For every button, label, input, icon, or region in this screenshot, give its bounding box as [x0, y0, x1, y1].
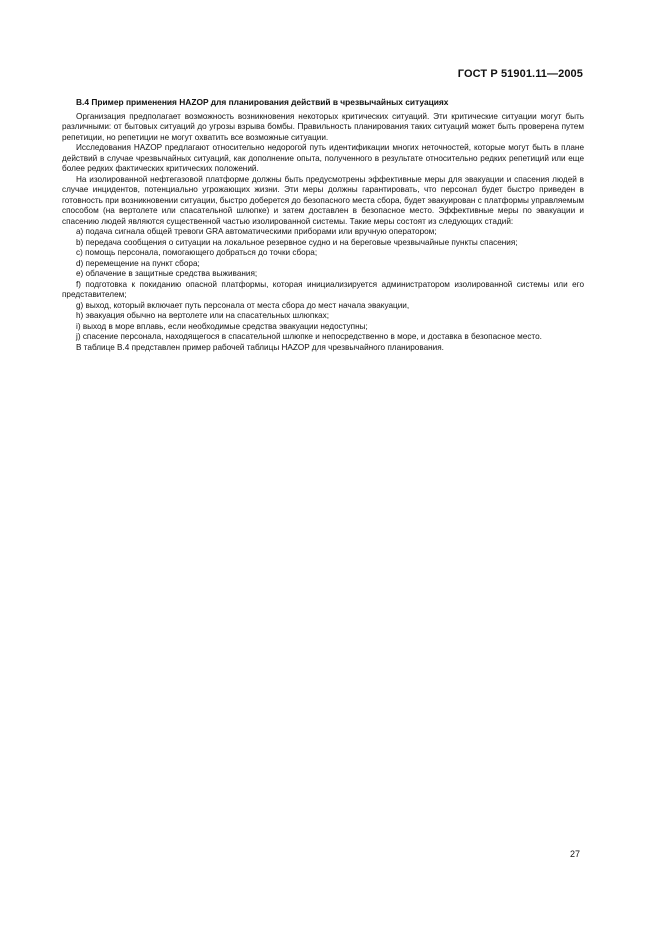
- list-item: g) выход, который включает путь персонала от места сбора до мест начала эвакуации,: [76, 300, 410, 310]
- list-item: e) облачение в защитные средства выживания;: [76, 269, 258, 278]
- list-item: h) эвакуация обычно на вертолете или на спасательных шлюпках;: [76, 311, 330, 320]
- list-item: c) помощь персонала, помогающего добраться до точки сбора;: [76, 248, 318, 257]
- list-item: i) выход в море вплавь, если необходимые средства эвакуации недоступны;: [76, 321, 368, 331]
- section-content: [62, 97, 584, 353]
- paragraph: В таблице В.4 представлен пример рабочей таблицы HAZOP для чрезвычайного планирования.: [76, 342, 444, 352]
- paragraph: На изолированной нефтегазовой платформе должны быть предусмотрены эффективные меры для эвакуации и спасения людей в случае инцидентов, потенциально угрожающих жизни. Эти меры должны гарантировать, что персонал будет быстро приведен в готовность при возникновении ситуации, быстро доберется до безопасного места сбора, будет эвакуирован с платформы управляемым способом (на вертолете или спасательной шлюпке) и затем доставлен в безопасное место. Эффективные меры по эвакуации и спасению людей являются существенной частью изолированной системы. Такие меры состоят из следующих стадий:: [62, 174, 584, 226]
- page-number: 27: [569, 849, 580, 859]
- paragraph: Организация предполагает возможность возникновения некоторых критических ситуаций. Эти критические ситуации могут быть различными: от бытовых ситуаций до угрозы взрыва бомбы. Правильность планирования таких ситуаций может быть проверена путем репетиции, но репетиции не могут охватить все возможные ситуации.: [62, 111, 584, 142]
- list-item: d) перемещение на пункт сбора;: [76, 258, 200, 268]
- list-item: f) подготовка к покиданию опасной платформы, которая инициализируется администратором изолированной системы или его представителем;: [62, 279, 584, 299]
- document-code: ГОСТ Р 51901.11—2005: [457, 68, 583, 80]
- list-item: b) передача сообщения о ситуации на локальное резервное судно и на береговые чрезвычайные пункты спасения;: [76, 237, 518, 247]
- list-item: j) спасение персонала, находящегося в спасательной шлюпке и непосредственно в море, и доставка в безопасное место.: [76, 332, 542, 341]
- section-title: В.4 Пример применения HAZOP для планирования действий в чрезвычайных ситуациях: [76, 97, 449, 107]
- list-item: а) подача сигнала общей тревоги GRA автоматическими приборами или вручную оператором;: [76, 227, 437, 236]
- paragraph: Исследования HAZOP предлагают относительно недорогой путь идентификации многих неточностей, которые могут быть в плане действий в случае чрезвычайных ситуаций, как дополнение опыта, полученного в результате относительно редких репетиций или еще более редких фактических критических положений.: [62, 143, 584, 173]
